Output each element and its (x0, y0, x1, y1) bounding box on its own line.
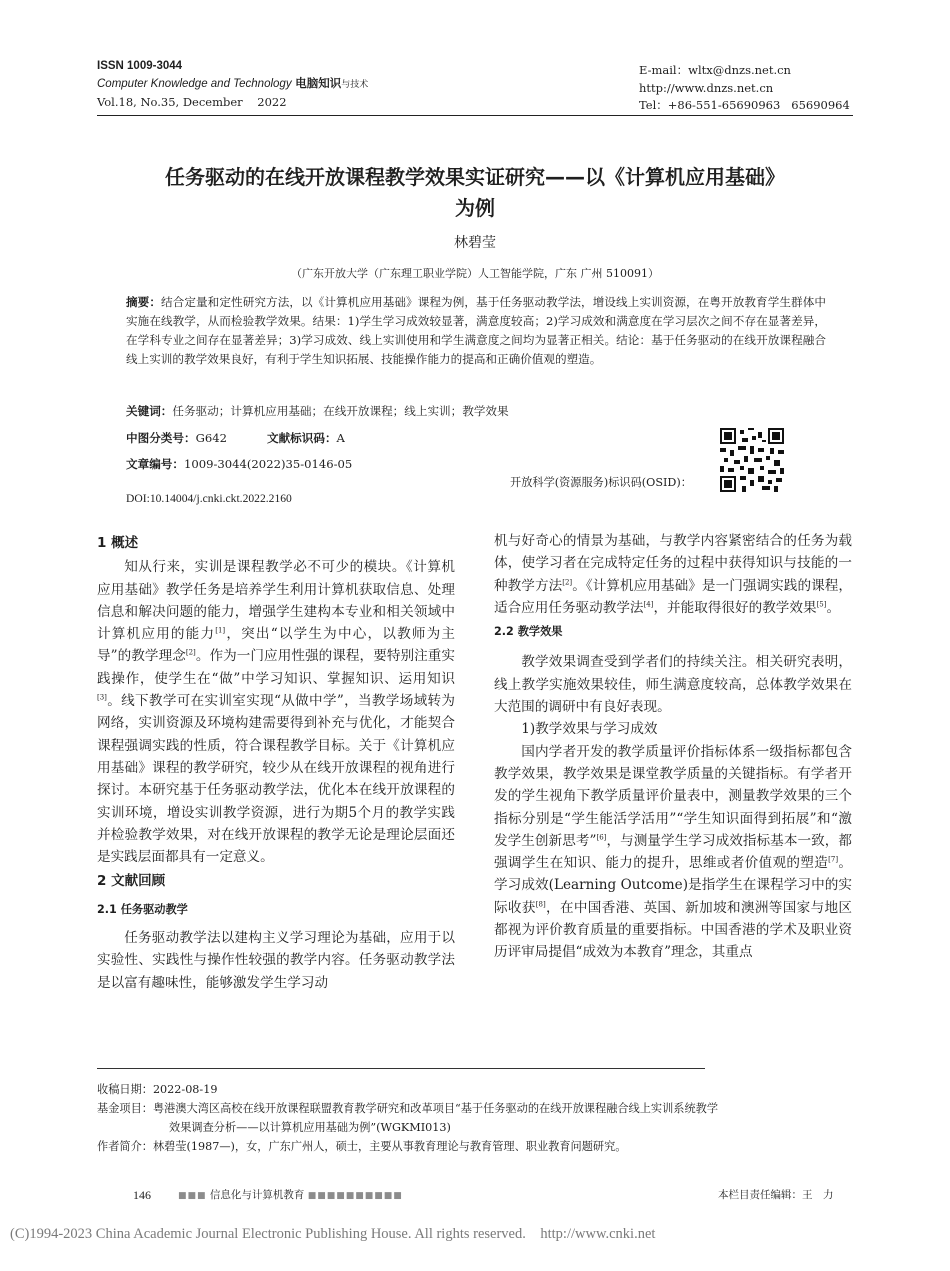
keywords-label: 关键词： (126, 404, 173, 418)
abstract (126, 293, 826, 369)
issn: ISSN 1009-3044 (97, 60, 183, 72)
article-number-label: 文章编号： (126, 457, 184, 471)
journal-header (97, 58, 368, 111)
journal-name-cn: 电脑知识 (295, 78, 342, 90)
journal-contact (639, 62, 850, 115)
paragraph-overview: 知从行来，实训是课程教学必不可少的模块。《计算机应用基础》教学任务是培养学生利用计算机获取信息、处理信息和解决问题的能力，增强学生建构本专业和相关领域中计算机应用的能力[1]，突出“以学生为中心，以教师为主导”的教学理念[2]。作为一门应用性强的课程，要特别注重实践操作，使学生在“做”中学习知识、掌握知识、运用知识[3]。线下教学可在实训室实现“从做中学”，当教学场域转为网络，实训资源及环境构建需要得到补充与优化，才能契合课程强调实践的性质，符合课程教学目标。关于《计算机应用基础》课程的教学研究，较少从在线开放课程的视角进行探讨。本研究基于任务驱动教学法，优化本在线开放课程的实训环境，增设实训教学资源，进行为期5个月的教学实践并检验教学效果，对在线开放课程的教学无论是理论层面还是实践层面都具有一定意义。 (97, 559, 456, 866)
citation-8[interactable]: [8] (535, 900, 546, 909)
footnote (97, 1080, 857, 1156)
citation-6[interactable]: [6] (596, 833, 607, 842)
citation-5[interactable]: [5] (816, 600, 827, 609)
journal-name-en: Computer Knowledge and Technology (97, 78, 292, 90)
page-number: 146 (133, 1188, 151, 1202)
abstract-text: 结合定量和定性研究方法，以《计算机应用基础》课程为例，基于任务驱动教学法，增设线上实训资源，在粤开放教育学生群体中实施在线教学，从而检验教学效果。结果：1)学生学习成效较显著，满意度较高；2)学习成效和满意度在学习层次之间不存在显著差异，在学科专业之间存在显著差异；3)学习成效、线上实训使用和学生满意度之间均为显著正相关。结论：基于任务驱动的在线开放课程融合线上实训的教学效果良好，有利于学生知识拓展、技能操作能力的提高和正确价值观的塑造。 (126, 295, 826, 366)
section-dots-left: ■■■ (178, 1191, 207, 1201)
header-divider (97, 115, 853, 116)
section-heading-review: 2 文献回顾 (97, 873, 166, 890)
journal-name (97, 75, 368, 94)
affiliation: （广东开放大学（广东理工职业学院）人工智能学院，广东 广州 510091） (291, 267, 659, 280)
article-number-value: 1009-3044(2022)35-0146-05 (183, 457, 353, 471)
doc-code-label: 文献标识码： (266, 431, 337, 445)
keywords-text: 任务驱动；计算机应用基础；在线开放课程；线上实训；教学效果 (172, 404, 509, 418)
abstract-label: 摘要： (126, 295, 162, 309)
body-column-left (97, 532, 455, 994)
citation-3[interactable]: [3] (97, 693, 107, 702)
subsection-heading-task: 2.1 任务驱动教学 (97, 902, 188, 916)
clc-value: G642 (195, 431, 227, 445)
keywords (126, 403, 826, 419)
volume-info: Vol.18, No.35, December 2022 (97, 95, 287, 109)
section-name-text: 信息化与计算机教育 (209, 1189, 305, 1201)
paragraph-task-driven-cont: 机与好奇心的情景为基础，与教学内容紧密结合的任务为载体，使学习者在完成特定任务的过程中获得知识与技能的一种教学方法[2]。《计算机应用基础》是一门强调实践的课程，适合应用任务驱动教学法[4]，并能取得很好的教学效果[5]。 (494, 533, 853, 616)
paragraph-learning-outcome: 国内学者开发的教学质量评价指标体系一级指标都包含教学效果，教学效果是课堂教学质量的关键指标。有学者开发的学生视角下教学质量评价量表中，测量教学效果的三个指标分别是“学生能活学活用”“学生知识面得到拓展”和“激发学生创新思考”[6]，与测量学生学习成效指标基本一致，都强调学生在知识、能力的提升，思维或者价值观的塑造[7]。学习成效(Learning Outcome)是指学生在课程学习中的实际收获[8]，在中国香港、英国、新加坡和澳洲等国家与地区都视为评价教育质量的重要指标。中国香港的学术及职业资历评审局提倡“成效为本教育”理念，其重点 (494, 743, 853, 961)
fund-project-cont: 效果调查分析——以计算机应用基础为例”(WGKMI013) (169, 1121, 451, 1134)
doi: DOI:10.14004/j.cnki.ckt.2022.2160 (126, 492, 292, 505)
journal-name-tail: 与技术 (341, 80, 369, 90)
subsection-heading-effect: 2.2 教学效果 (494, 625, 563, 639)
citation-2b[interactable]: [2] (562, 578, 573, 587)
section-heading-overview: 1 概述 (97, 535, 139, 551)
author-bio: 作者简介：林碧莹(1987—)，女，广东广州人，硕士，主要从事教育理论与教育管理、职业教育问题研究。 (97, 1140, 627, 1153)
osid-qr-code[interactable] (720, 428, 784, 492)
contact-email: E-mail：wltx@dnzs.net.cn (639, 63, 791, 77)
paragraph-effect: 教学效果调查受到学者们的持续关注。相关研究表明，线上教学实施效果较佳，师生满意度较高，总体教学效果在大范围的调研中有良好表现。 (494, 654, 852, 716)
body-column-right (494, 530, 852, 964)
paragraph-task-driven: 任务驱动教学法以建构主义学习理论为基础，应用于以实验性、实践性与操作性较强的教学内容。任务驱动教学法是以富有趣味性，能够激发学生学习动 (97, 930, 455, 991)
paper-title (97, 162, 853, 224)
clc-label: 中图分类号： (126, 431, 196, 445)
author-name: 林碧莹 (454, 235, 496, 251)
column-editor: 本栏目责任编辑：王 力 (718, 1189, 834, 1201)
doc-code-value: A (336, 431, 345, 445)
contact-tel: Tel：+86-551-65690963 65690964 (639, 98, 850, 112)
footnote-divider (97, 1068, 705, 1069)
copyright-notice: (C)1994-2023 China Academic Journal Electronic Publishing House. All rights reserved. http://www.cnki.net (10, 1226, 656, 1242)
section-dots-right: ■■■■■■■■■■ (307, 1191, 403, 1201)
title-line-2: 为例 (455, 196, 495, 220)
section-name (178, 1187, 403, 1202)
article-number (126, 456, 352, 472)
citation-4[interactable]: [4] (643, 600, 654, 609)
paragraph-effect-item: 1)教学效果与学习成效 (521, 721, 658, 738)
citation-2[interactable]: [2] (185, 648, 196, 657)
citation-1[interactable]: [1] (215, 626, 226, 635)
received-date: 收稿日期：2022-08-19 (97, 1083, 218, 1096)
osid-label: 开放科学(资源服务)标识码(OSID)： (510, 476, 692, 489)
contact-web: http://www.dnzs.net.cn (639, 80, 774, 95)
classification (126, 430, 345, 446)
title-line-1: 任务驱动的在线开放课程教学效果实证研究——以《计算机应用基础》 (165, 165, 785, 189)
citation-7[interactable]: [7] (828, 855, 839, 864)
fund-project: 基金项目：粤港澳大湾区高校在线开放课程联盟教育教学研究和改革项目“基于任务驱动的在线开放课程融合线上实训系统教学 (97, 1102, 719, 1115)
